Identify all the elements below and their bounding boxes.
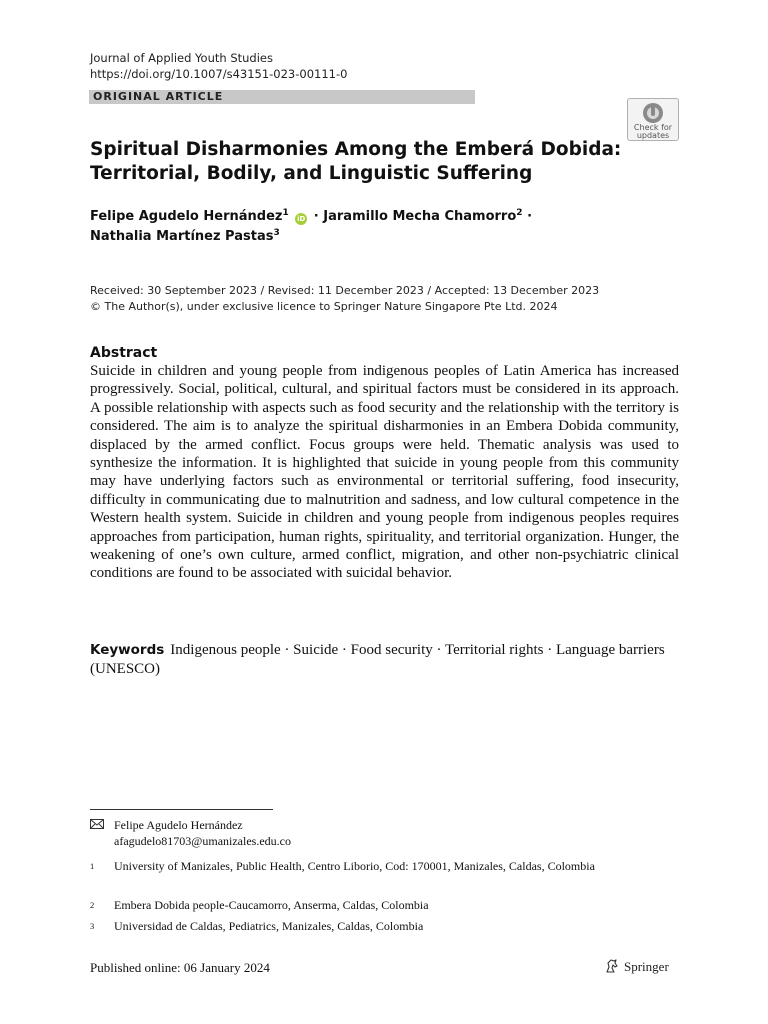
affiliation-3 <box>90 918 679 934</box>
affiliation-number: 3 <box>90 921 95 931</box>
correspondence-email[interactable]: afagudelo81703@umanizales.edu.co <box>114 834 291 848</box>
affiliation-2 <box>90 897 679 913</box>
doi-link[interactable]: https://doi.org/10.1007/s43151-023-00111-0 <box>90 67 348 81</box>
footnote-divider <box>90 809 273 810</box>
check-updates-line1: Check for <box>633 123 673 132</box>
orcid-icon[interactable]: iD <box>297 215 306 223</box>
publication-dates <box>90 283 599 315</box>
author-list <box>90 207 690 247</box>
keywords-label: Keywords <box>90 642 165 658</box>
publisher-logo[interactable] <box>604 958 669 975</box>
author-affiliation-mark: 3 <box>273 228 280 238</box>
author-name[interactable]: Felipe Agudelo Hernández <box>90 209 283 224</box>
paper-title <box>90 138 650 186</box>
abstract-text: Suicide in children and young people from indigenous peoples of Latin America has increased progressively. Social, political, cultural, and spiritual factors must be considered in its approach. A possible relationship with aspects such as food security and the relationship with the territory is considered. The aim is to analyze the spiritual disharmonies in an Embera Dobida community, displaced by the armed conflict. Focus groups were held. Thematic analysis was used to synthesize the information. It is highlighted that suicide in young people from this community may have underlying factors such as environmental or territorial suffering, food insecurity, difficulty in communicating due to malnutrition and sadness, and low cultural competence in the Western health system. Suicide in children and young people from indigenous peoples requires approaches from participation, human rights, spirituality, and territorial organization. Hunger, the weakening of one’s own culture, armed conflict, migration, and other non-psychiatric clinical conditions are found to be associated with suicidal behavior. <box>90 363 679 582</box>
check-for-updates-badge[interactable] <box>627 98 679 141</box>
affiliation-number: 1 <box>90 861 95 871</box>
author-affiliation-mark: 2 <box>516 208 523 218</box>
affiliation-text: Universidad de Caldas, Pediatrics, Manizales, Caldas, Colombia <box>114 919 424 933</box>
history-dates: Received: 30 September 2023 / Revised: 11 December 2023 / Accepted: 13 December 2023 <box>90 284 600 297</box>
publisher-name: Springer <box>624 959 669 974</box>
article-type-banner: ORIGINAL ARTICLE <box>89 90 475 104</box>
check-updates-line2: updates <box>636 131 670 140</box>
author-separator: · <box>313 209 319 224</box>
keywords-text: Indigenous people · Suicide · Food security · Territorial rights · Language barriers (UNESCO) <box>90 642 665 677</box>
author-name[interactable]: Jaramillo Mecha Chamorro <box>323 209 517 224</box>
journal-header <box>90 50 347 82</box>
check-updates-icon <box>642 102 664 124</box>
affiliation-number: 2 <box>90 900 95 910</box>
keywords <box>90 641 679 679</box>
published-online: Published online: 06 January 2024 <box>90 960 270 975</box>
correspondence <box>90 817 291 849</box>
title-line-2: Territorial, Bodily, and Linguistic Suffering <box>90 163 533 184</box>
copyright-line: © The Author(s), under exclusive licence to Springer Nature Singapore Pte Ltd. 2024 <box>90 300 558 313</box>
envelope-icon <box>90 819 104 829</box>
journal-name: Journal of Applied Youth Studies <box>90 51 273 65</box>
author-affiliation-mark: 1 <box>282 208 289 218</box>
title-line-1: Spiritual Disharmonies Among the Emberá Dobida: <box>90 139 622 160</box>
affiliation-text: Embera Dobida people-Caucamorro, Anserma, Caldas, Colombia <box>114 898 429 912</box>
springer-horse-icon <box>604 958 620 974</box>
affiliation-1 <box>90 858 679 874</box>
author-name[interactable]: Nathalia Martínez Pastas <box>90 229 274 244</box>
author-separator: · <box>527 209 533 224</box>
correspondence-name: Felipe Agudelo Hernández <box>114 818 243 832</box>
abstract-heading: Abstract <box>90 345 158 361</box>
affiliation-text: University of Manizales, Public Health, Centro Liborio, Cod: 170001, Manizales, Caldas, Colombia <box>114 859 595 873</box>
